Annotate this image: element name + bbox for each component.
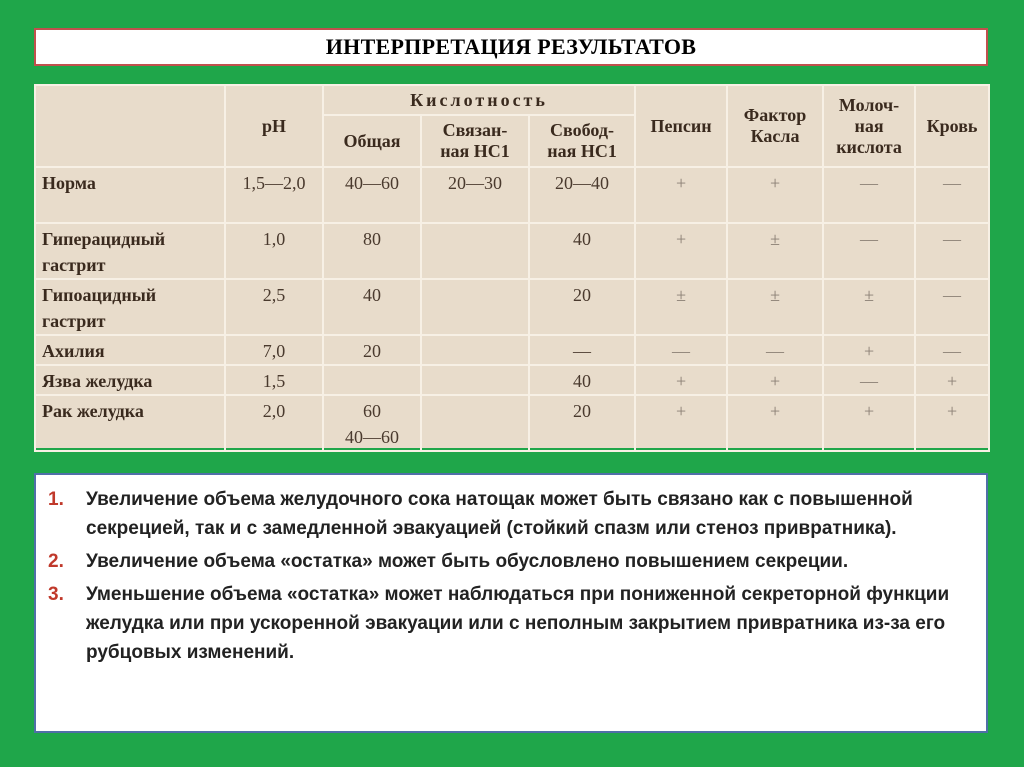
- header-ph: pH: [225, 85, 323, 167]
- table-row: [35, 223, 989, 279]
- slide-title: ИНТЕРПРЕТАЦИЯ РЕЗУЛЬТАТОВ: [325, 34, 697, 59]
- cell-lactic-acid: —: [823, 223, 915, 279]
- cell-blood: —: [915, 335, 989, 365]
- cell-free-hcl: 20—40: [529, 167, 635, 223]
- cell-ph: 1,5: [225, 365, 323, 395]
- cell-bound-hcl: [421, 223, 529, 279]
- cell-ph: 7,0: [225, 335, 323, 365]
- row-diagnosis: Гипоацидный гастрит: [35, 279, 225, 335]
- row-diagnosis: Гиперацидный гастрит: [35, 223, 225, 279]
- note-text: Уменьшение объема «остатка» может наблюдаться при пониженной секреторной функции желудка или при ускоренной эвакуации или с неполным закрытием привратника из-за его рубцовых изменений.: [86, 584, 950, 663]
- header-blood: Кровь: [915, 85, 989, 167]
- cell-castle-factor: +: [727, 395, 823, 451]
- cell-free-hcl: 20: [529, 279, 635, 335]
- row-diagnosis: Норма: [35, 167, 225, 223]
- table-row: [35, 365, 989, 395]
- table-row: [35, 335, 989, 365]
- header-row-1: [35, 85, 989, 115]
- cell-bound-hcl: [421, 365, 529, 395]
- cell-lactic-acid: +: [823, 395, 915, 451]
- cell-pepsin: —: [635, 335, 727, 365]
- cell-bound-hcl: [421, 279, 529, 335]
- cell-castle-factor: +: [727, 365, 823, 395]
- cell-pepsin: ±: [635, 279, 727, 335]
- cell-blood: +: [915, 365, 989, 395]
- notes-box: [34, 473, 988, 733]
- note-number: 2.: [48, 551, 64, 572]
- header-free-hcl: Свобод- ная НС1: [529, 115, 635, 167]
- cell-pepsin: +: [635, 395, 727, 451]
- cell-free-hcl: 40: [529, 223, 635, 279]
- header-pepsin: Пепсин: [635, 85, 727, 167]
- cell-blood: —: [915, 223, 989, 279]
- notes-list: [48, 485, 972, 667]
- cell-castle-factor: —: [727, 335, 823, 365]
- cell-lactic-acid: ±: [823, 279, 915, 335]
- header-empty: [35, 85, 225, 167]
- cell-blood: —: [915, 279, 989, 335]
- header-castle-factor: Фактор Касла: [727, 85, 823, 167]
- row-diagnosis: Рак желудка: [35, 395, 225, 451]
- cell-pepsin: +: [635, 365, 727, 395]
- table-body: [35, 167, 989, 451]
- cell-free-hcl: —: [529, 335, 635, 365]
- header-acidity: Кислотность: [323, 85, 635, 115]
- note-number: 1.: [48, 489, 64, 510]
- table-row: [35, 167, 989, 223]
- results-table-container: [34, 84, 988, 448]
- header-lactic-acid: Молоч- ная кислота: [823, 85, 915, 167]
- note-text: Увеличение объема желудочного сока натощак может быть связано как с повышенной секрецией, так и с замедленной эвакуацией (стойкий спазм или стеноз привратника).: [86, 489, 913, 539]
- cell-ph: 1,0: [225, 223, 323, 279]
- cell-total-acidity: 80: [323, 223, 421, 279]
- table-row: [35, 395, 989, 451]
- cell-ph: 2,0: [225, 395, 323, 451]
- cell-total-acidity: 20: [323, 335, 421, 365]
- cell-total-acidity: 40: [323, 279, 421, 335]
- note-item: [48, 580, 972, 667]
- row-diagnosis: Ахилия: [35, 335, 225, 365]
- cell-castle-factor: ±: [727, 279, 823, 335]
- note-item: [48, 485, 972, 543]
- cell-ph: 2,5: [225, 279, 323, 335]
- cell-total-acidity: 40—60: [323, 167, 421, 223]
- cell-free-hcl: 20: [529, 395, 635, 451]
- header-total: Общая: [323, 115, 421, 167]
- cell-bound-hcl: 20—30: [421, 167, 529, 223]
- cell-castle-factor: ±: [727, 223, 823, 279]
- note-number: 3.: [48, 584, 64, 605]
- note-item: [48, 547, 972, 576]
- cell-bound-hcl: [421, 335, 529, 365]
- cell-lactic-acid: —: [823, 167, 915, 223]
- cell-bound-hcl: [421, 395, 529, 451]
- cell-blood: +: [915, 395, 989, 451]
- cell-ph: 1,5—2,0: [225, 167, 323, 223]
- cell-lactic-acid: +: [823, 335, 915, 365]
- slide-title-box: [34, 28, 988, 66]
- cell-pepsin: +: [635, 167, 727, 223]
- table-row: [35, 279, 989, 335]
- results-table: [34, 84, 990, 452]
- cell-pepsin: +: [635, 223, 727, 279]
- header-bound-hcl: Связан- ная НС1: [421, 115, 529, 167]
- cell-castle-factor: +: [727, 167, 823, 223]
- cell-blood: —: [915, 167, 989, 223]
- cell-total-acidity: 60 40—60: [323, 395, 421, 451]
- cell-total-acidity: [323, 365, 421, 395]
- cell-lactic-acid: —: [823, 365, 915, 395]
- note-text: Увеличение объема «остатка» может быть обусловлено повышением секреции.: [86, 551, 849, 572]
- row-diagnosis: Язва желудка: [35, 365, 225, 395]
- cell-free-hcl: 40: [529, 365, 635, 395]
